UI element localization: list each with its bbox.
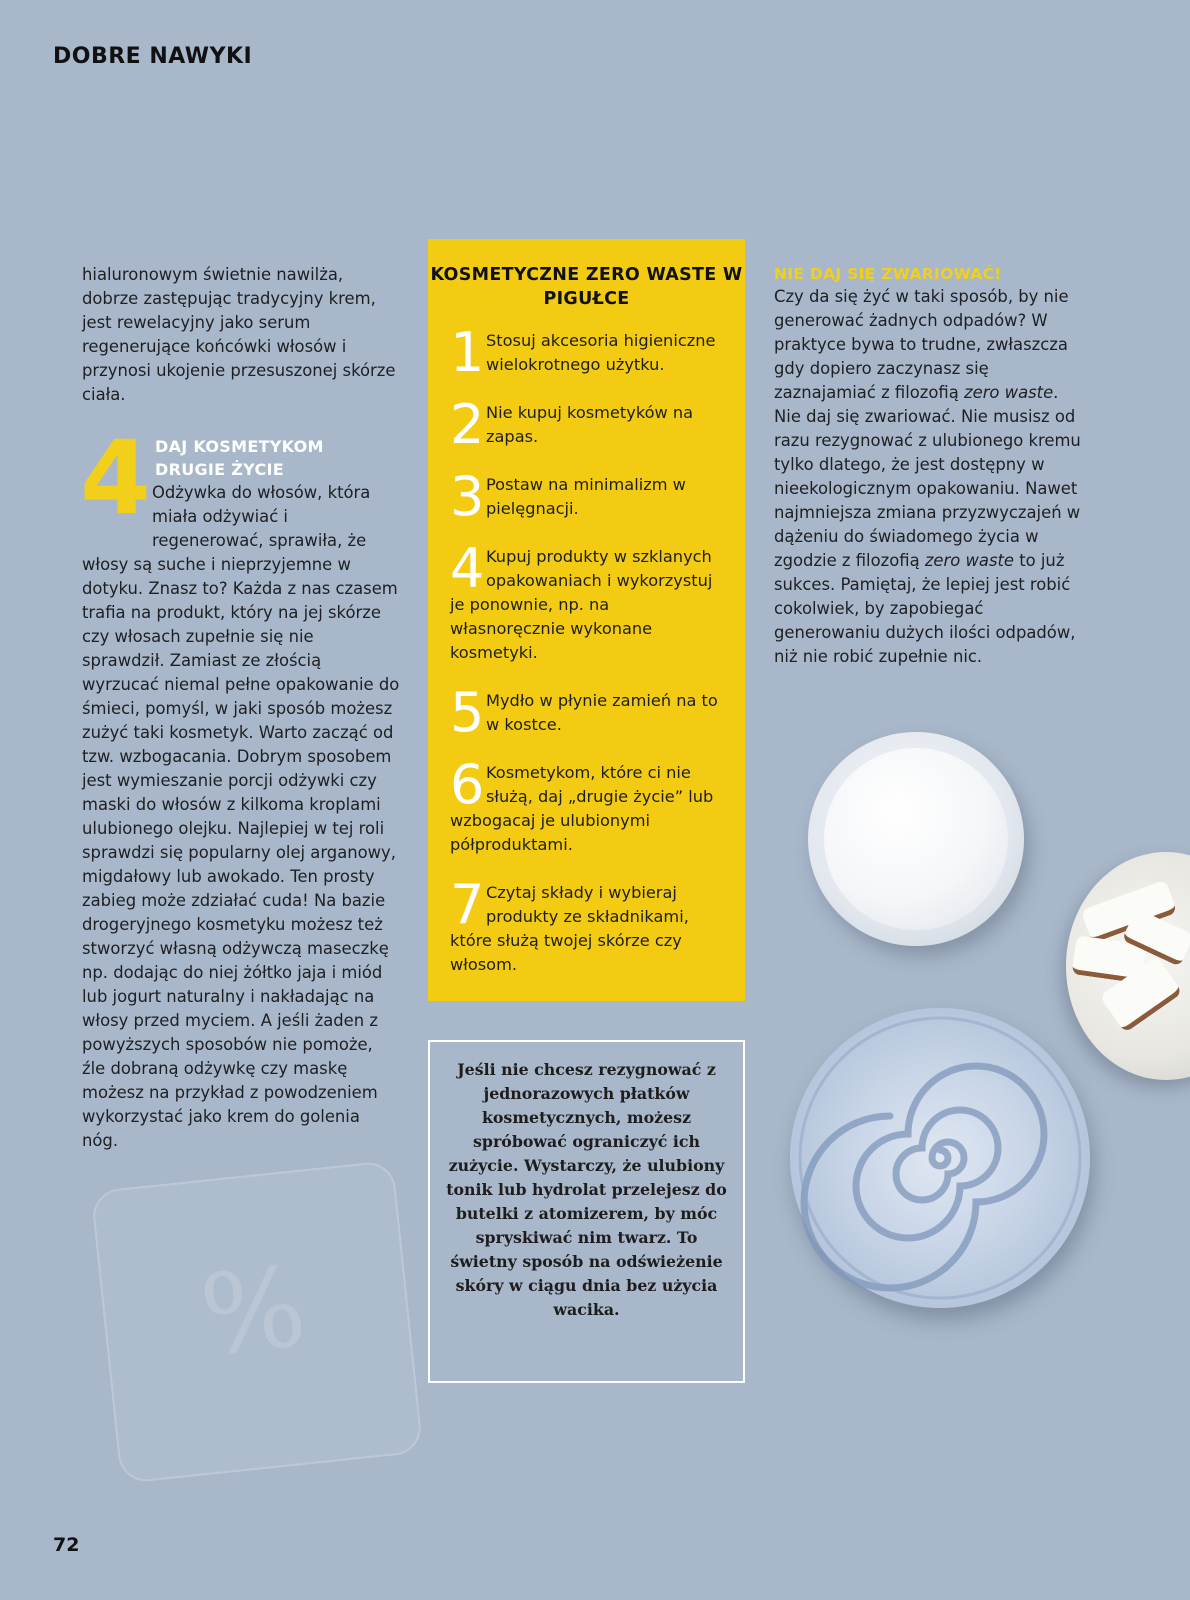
tip-item [450, 321, 729, 384]
tip-item [450, 753, 729, 857]
tip-text: Mydło w płynie zamień na to w kostce. [486, 691, 718, 734]
right-body [774, 285, 1086, 669]
tip-text: Kosmetykom, które ci nie służą, daj „drugie życie” lub wzbogacaj je ulubionymi półproduktami. [450, 763, 714, 854]
right-body-part: . Nie daj się zwariować. Nie musisz od razu rezygnować z ulubionego kremu tylko dlatego, że jest dostępny w nieekologicznym opakowaniu. Nawet najmniejsza zmiana przyzwyczajeń w dążeniu do świadomego życia w zgodzie z filozofią [774, 383, 1081, 570]
section-title: DOBRE NAWYKI [53, 44, 253, 69]
zero-waste-tips-box [428, 239, 745, 1001]
tip-text: Stosuj akcesoria higieniczne wielokrotnego użytku. [486, 331, 716, 374]
tip-number: 2 [450, 393, 485, 456]
cream-surface [824, 748, 1008, 930]
step-number: 4 [80, 419, 151, 538]
quote-box [428, 1040, 745, 1383]
tip-text: Postaw na minimalizm w pielęgnacji. [486, 475, 686, 518]
ceramic-plate-image [790, 1008, 1090, 1308]
step-4-block [80, 419, 400, 1153]
tip-item [450, 681, 729, 744]
right-body-emphasis: zero waste [964, 383, 1054, 402]
quote-text: Jeśli nie chcesz rezygnować z jednorazowych płatków kosmetycznych, możesz spróbować ograniczyć ich zużycie. Wystarczy, że ulubiony tonik lub hydrolat przelejesz do butelki z atomizerem, by móc spryskiwać nim twarz. To świetny sposób na odświeżenie skóry w ciągu dnia bez użycia wacika. [446, 1060, 727, 1319]
left-column [82, 263, 400, 1153]
tip-item [450, 873, 729, 977]
tip-item [450, 393, 729, 456]
tip-item [450, 465, 729, 528]
right-body-emphasis: zero waste [924, 551, 1014, 570]
tip-text: Nie kupuj kosmetyków na zapas. [486, 403, 694, 446]
tip-number: 1 [450, 321, 485, 384]
page-number: 72 [53, 1534, 80, 1556]
tips-list [428, 321, 745, 977]
tip-number: 4 [450, 537, 485, 600]
tip-number: 7 [450, 873, 485, 936]
tip-number: 6 [450, 753, 485, 816]
tip-text: Kupuj produkty w szklanych opakowaniach i wykorzystuj je ponownie, np. na własnoręcznie wykonane kosmetyki. [450, 547, 713, 662]
cream-jar-image [808, 732, 1024, 946]
tips-title: KOSMETYCZNE ZERO WASTE W PIGUŁCE [430, 265, 743, 309]
step-heading: DAJ KOSMETYKOM DRUGIE ŻYCIE [155, 437, 324, 479]
intro-paragraph: hialuronowym świetnie nawilża, dobrze zastępując tradycyjny krem, jest rewelacyjny jako serum regenerujące końcówki włosów i przynosi ukojenie przesuszonej skórze ciała. [82, 265, 396, 404]
percent-icon: % [194, 1242, 312, 1381]
tip-number: 3 [450, 465, 485, 528]
right-body-part: Czy da się żyć w taki sposób, by nie generować żadnych odpadów? W praktyce bywa to trudne, zwłaszcza gdy dopiero zaczynasz się zaznajamiać z filozofią [774, 287, 1069, 402]
tip-item [450, 537, 729, 665]
right-heading: NIE DAJ SIĘ ZWARIOWAĆ! [774, 265, 1002, 283]
right-body-part: to już sukces. Pamiętaj, że lepiej jest robić cokolwiek, by zapobiegać generowaniu dużych ilości odpadów, niż nie robić zupełnie nic. [774, 551, 1076, 666]
tip-number: 5 [450, 681, 485, 744]
step-body: Odżywka do włosów, która miała odżywiać i regenerować, sprawiła, że włosy są suche i nieprzyjemne w dotyku. Znasz to? Każda z nas czasem trafia na produkt, który na jej skórze czy włosach zupełnie się nie sprawdził. Zamiast ze złością wyrzucać niemal pełne opakowanie do śmieci, pomyśl, w jaki sposób możesz zużyć taki kosmetyk. Warto zacząć od tzw. wzbogacania. Dobrym sposobem jest wymieszanie porcji odżywki czy maski do włosów z kilkoma kroplami ulubionego olejku. Najlepiej w tej roli sprawdzi się popularny olej arganowy, migdałowy lub awokado. Ten prosty zabieg może zdziałać cuda! Na bazie drogeryjnego kosmetyku możesz też stworzyć własną odżywczą maseczkę np. dodając do niej żółtko jaja i miód lub jogurt naturalny i nakładając na włosy przed myciem. A jeśli żaden z powyższych sposobów nie pomoże, źle dobraną odżywkę czy maskę możesz na przykład z powodzeniem wykorzystać jako krem do golenia nóg. [82, 483, 400, 1150]
right-column [774, 263, 1086, 669]
tip-text: Czytaj składy i wybieraj produkty ze składnikami, które służą twojej skórze czy włosom. [450, 883, 689, 974]
cotton-pad-icon [90, 1160, 423, 1484]
